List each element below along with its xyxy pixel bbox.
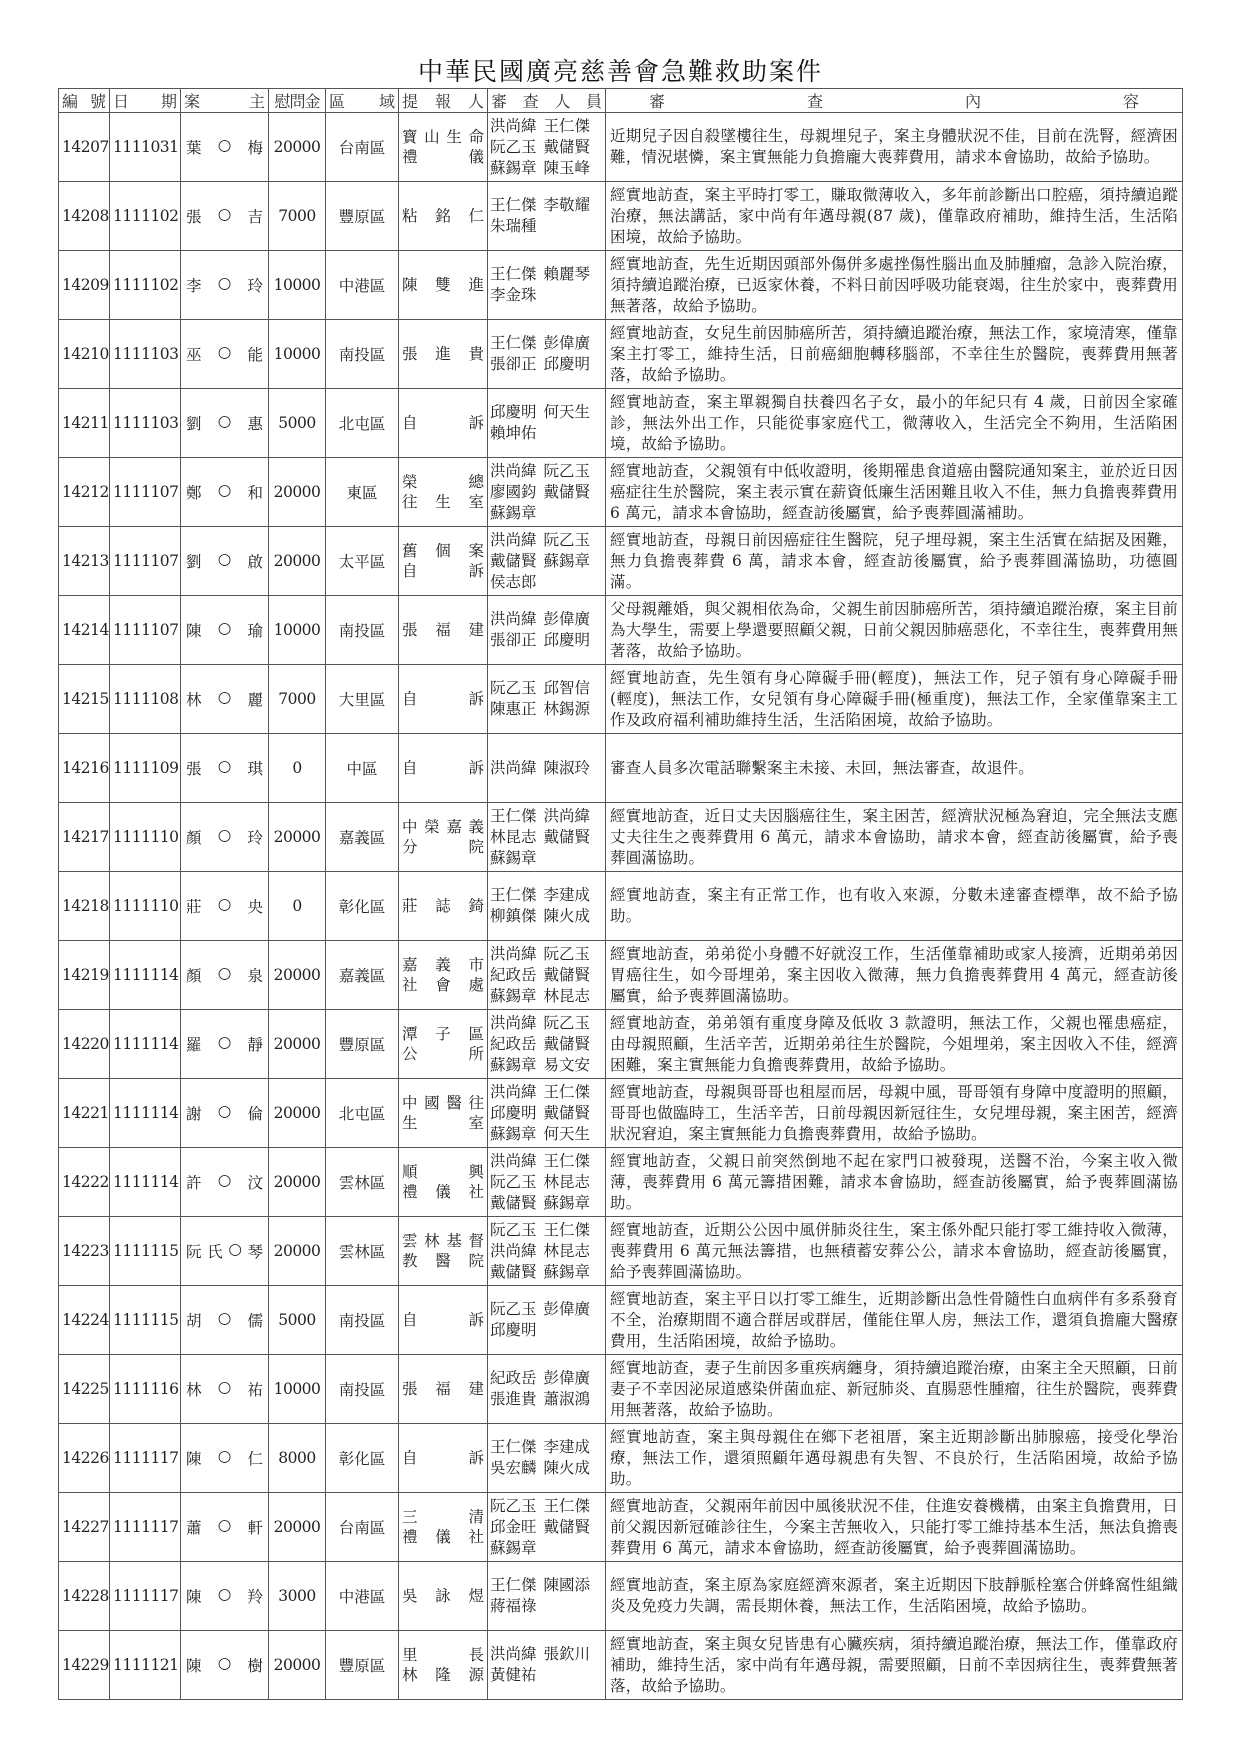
relief-cases-table	[58, 88, 1183, 1700]
reporter: 張 福 建	[399, 596, 488, 665]
table-row	[59, 1079, 1183, 1148]
reviewer-line: 朱瑞種	[490, 217, 537, 235]
table-row	[59, 458, 1183, 527]
relief-amount: 5000	[269, 1286, 326, 1355]
review-content: 經實地訪查，先生領有身心障礙手冊(輕度)，無法工作，兒子領有身心障礙手冊(輕度)，無法工作，女兒領有身心障礙手冊(極重度)，無法工作，全家僅靠案主工作及政府福利補助維持生活，生活陷困境，故給予協助。	[606, 665, 1183, 734]
review-content: 經實地訪查，案主原為家庭經濟來源者，案主近期因下肢靜脈栓塞合併蜂窩性組織炎及免疫力失調，需長期休養，無法工作，生活陷困境，故給予協助。	[606, 1562, 1183, 1631]
reporter: 寶 山 生 命 禮 儀	[399, 113, 488, 182]
table-row	[59, 1631, 1183, 1700]
case-date: 1111108	[110, 665, 181, 734]
header-reporter: 提 報 人	[399, 89, 488, 113]
reviewers	[488, 1562, 606, 1631]
table-row	[59, 1424, 1183, 1493]
case-date: 1111102	[110, 251, 181, 320]
relief-amount: 20000	[269, 1079, 326, 1148]
relief-amount: 10000	[269, 1355, 326, 1424]
case-area: 東區	[326, 458, 399, 527]
header-no: 編 號	[59, 89, 110, 113]
case-date: 1111117	[110, 1424, 181, 1493]
case-number: 14215	[59, 665, 110, 734]
reviewers	[488, 1631, 606, 1700]
case-owner: 巫 ○ 能	[181, 320, 269, 389]
case-area: 台南區	[326, 1493, 399, 1562]
case-owner: 胡 ○ 儒	[181, 1286, 269, 1355]
case-date: 1111110	[110, 803, 181, 872]
relief-amount: 7000	[269, 182, 326, 251]
case-date: 1111103	[110, 320, 181, 389]
case-owner: 顏 ○ 玲	[181, 803, 269, 872]
reviewer-line: 阮乙玉 邱智信	[490, 679, 591, 697]
case-area: 豐原區	[326, 1010, 399, 1079]
reviewers	[488, 320, 606, 389]
review-content: 經實地訪查，案主有正常工作，也有收入來源，分數未達審查標準，故不給予協助。	[606, 872, 1183, 941]
reviewers	[488, 596, 606, 665]
table-row	[59, 596, 1183, 665]
relief-amount: 20000	[269, 458, 326, 527]
reviewer-line: 洪尚緯 阮乙玉	[490, 1013, 591, 1032]
case-date: 1111110	[110, 872, 181, 941]
case-date: 1111117	[110, 1493, 181, 1562]
header-area: 區 域	[326, 89, 399, 113]
review-content: 經實地訪查，案主單親獨自扶養四名子女，最小的年紀只有 4 歲，日前因全家確診，無法外出工作，只能從事家庭代工，微薄收入，生活完全不夠用，生活陷困境，故給予協助。	[606, 389, 1183, 458]
case-date: 1111117	[110, 1562, 181, 1631]
reviewer-line: 洪尚緯 阮乙玉	[490, 944, 591, 963]
reviewer-line: 王仁傑 洪尚緯	[490, 806, 591, 825]
reviewers	[488, 1286, 606, 1355]
relief-amount: 20000	[269, 113, 326, 182]
reviewer-line: 邱慶明 戴儲賢	[490, 1103, 591, 1122]
case-area: 大里區	[326, 665, 399, 734]
reviewer-line: 張進貴 蕭淑鴻	[490, 1390, 591, 1408]
reporter: 自 訴	[399, 389, 488, 458]
table-row	[59, 182, 1183, 251]
relief-amount: 7000	[269, 665, 326, 734]
relief-amount: 20000	[269, 1631, 326, 1700]
reviewer-line: 洪尚緯 林昆志	[490, 1241, 591, 1260]
case-date: 1111114	[110, 1010, 181, 1079]
relief-amount: 10000	[269, 251, 326, 320]
reviewer-line: 李金珠	[490, 286, 537, 304]
reviewer-line: 阮乙玉 王仁傑	[490, 1220, 591, 1239]
reporter: 潭 子 區 公 所	[399, 1010, 488, 1079]
reviewer-line: 張卻正 邱慶明	[490, 631, 591, 649]
case-number: 14213	[59, 527, 110, 596]
review-content: 經實地訪查，弟弟從小身體不好就沒工作，生活僅靠補助或家人接濟，近期弟弟因胃癌往生，如今哥埋弟，案主因收入微薄，無力負擔喪葬費用 4 萬元，經查訪後屬實，給予喪葬圓滿協助。	[606, 941, 1183, 1010]
table-row	[59, 1286, 1183, 1355]
header-amount: 慰問金	[269, 89, 326, 113]
case-area: 豐原區	[326, 182, 399, 251]
header-row	[59, 89, 1183, 113]
case-owner: 阮 氏 ○ 琴	[181, 1217, 269, 1286]
reviewers	[488, 458, 606, 527]
case-area: 嘉義區	[326, 941, 399, 1010]
reviewer-line: 洪尚緯 張欽川	[490, 1645, 591, 1663]
case-area: 北屯區	[326, 1079, 399, 1148]
case-number: 14214	[59, 596, 110, 665]
case-date: 1111103	[110, 389, 181, 458]
case-owner: 林 ○ 祐	[181, 1355, 269, 1424]
table-row	[59, 941, 1183, 1010]
reviewers	[488, 872, 606, 941]
reviewer-line: 洪尚緯 彭偉廣	[490, 610, 591, 628]
reviewer-line: 洪尚緯 王仁傑	[490, 116, 591, 135]
case-number: 14208	[59, 182, 110, 251]
reviewer-line: 戴儲賢 蘇錫章	[490, 551, 591, 570]
review-content: 經實地訪查，先生近期因頭部外傷併多處挫傷性腦出血及肺腫瘤，急診入院治療，須持續追蹤治療，已返家休養，不料日前因呼吸功能衰竭，往生於家中，喪葬費用無著落，故給予協助。	[606, 251, 1183, 320]
case-date: 1111114	[110, 941, 181, 1010]
reviewers	[488, 1424, 606, 1493]
case-owner: 莊 ○ 央	[181, 872, 269, 941]
case-owner: 謝 ○ 倫	[181, 1079, 269, 1148]
case-number: 14217	[59, 803, 110, 872]
case-area: 彰化區	[326, 872, 399, 941]
reviewer-line: 阮乙玉 林昆志	[490, 1172, 591, 1191]
case-number: 14223	[59, 1217, 110, 1286]
reporter: 陳 雙 進	[399, 251, 488, 320]
reviewers	[488, 941, 606, 1010]
reviewer-line: 吳宏麟 陳火成	[490, 1459, 591, 1477]
case-date: 1111107	[110, 458, 181, 527]
case-number: 14218	[59, 872, 110, 941]
table-row	[59, 527, 1183, 596]
case-number: 14210	[59, 320, 110, 389]
case-owner: 陳 ○ 羚	[181, 1562, 269, 1631]
case-area: 南投區	[326, 1355, 399, 1424]
table-row	[59, 872, 1183, 941]
reporter: 中 國 醫 往 生 室	[399, 1079, 488, 1148]
case-number: 14228	[59, 1562, 110, 1631]
reviewer-line: 蘇錫章	[490, 848, 537, 867]
case-area: 嘉義區	[326, 803, 399, 872]
case-date: 1111102	[110, 182, 181, 251]
reviewer-line: 邱金旺 戴儲賢	[490, 1517, 591, 1536]
reporter: 自 訴	[399, 1424, 488, 1493]
review-content: 父母親離婚，與父親相依為命，父親生前因肺癌所苦，須持續追蹤治療，案主目前為大學生，需要上學還要照顧父親，日前父親因肺癌惡化，不幸往生，喪葬費用無著落，故給予協助。	[606, 596, 1183, 665]
case-owner: 張 ○ 吉	[181, 182, 269, 251]
table-row	[59, 1217, 1183, 1286]
table-row	[59, 320, 1183, 389]
reviewer-line: 洪尚緯 阮乙玉	[490, 461, 591, 480]
reviewers	[488, 803, 606, 872]
reviewers	[488, 734, 606, 803]
case-number: 14211	[59, 389, 110, 458]
reviewer-line: 洪尚緯 王仁傑	[490, 1151, 591, 1170]
case-number: 14212	[59, 458, 110, 527]
reviewer-line: 阮乙玉 戴儲賢	[490, 137, 591, 156]
case-area: 中港區	[326, 251, 399, 320]
table-row	[59, 1148, 1183, 1217]
reviewer-line: 紀政岳 戴儲賢	[490, 965, 591, 984]
reviewer-line: 王仁傑 李建成	[490, 886, 591, 904]
reviewer-line: 張卻正 邱慶明	[490, 355, 591, 373]
case-area: 中區	[326, 734, 399, 803]
case-number: 14216	[59, 734, 110, 803]
reviewer-line: 蔣福祿	[490, 1597, 537, 1615]
case-owner: 劉 ○ 啟	[181, 527, 269, 596]
table-row	[59, 1355, 1183, 1424]
reviewer-line: 戴儲賢 蘇錫章	[490, 1193, 591, 1212]
case-number: 14220	[59, 1010, 110, 1079]
case-area: 南投區	[326, 320, 399, 389]
case-date: 1111121	[110, 1631, 181, 1700]
case-number: 14224	[59, 1286, 110, 1355]
table-row	[59, 803, 1183, 872]
reviewer-line: 洪尚緯 王仁傑	[490, 1082, 591, 1101]
header-date: 日 期	[110, 89, 181, 113]
case-area: 太平區	[326, 527, 399, 596]
case-area: 雲林區	[326, 1148, 399, 1217]
case-date: 1111115	[110, 1286, 181, 1355]
reviewers	[488, 1148, 606, 1217]
case-area: 雲林區	[326, 1217, 399, 1286]
case-area: 南投區	[326, 596, 399, 665]
review-content: 經實地訪查，案主與女兒皆患有心臟疾病，須持續追蹤治療，無法工作，僅靠政府補助，維持生活，家中尚有年邁母親，需要照顧，日前不幸因病往生，喪葬費無著落，故給予協助。	[606, 1631, 1183, 1700]
case-owner: 張 ○ 琪	[181, 734, 269, 803]
case-owner: 許 ○ 汶	[181, 1148, 269, 1217]
reviewer-line: 邱慶明	[490, 1321, 537, 1339]
review-content: 經實地訪查，父親兩年前因中風後狀況不佳，住進安養機構，由案主負擔費用，日前父親因新冠確診往生，今案主苦無收入，只能打零工維持基本生活，無法負擔喪葬費用 6 萬元，請求本會協助，經查訪後屬實，給予喪葬圓滿協助。	[606, 1493, 1183, 1562]
review-content: 經實地訪查，案主平日以打零工維生，近期診斷出急性骨隨性白血病伴有多系發育不全，治療期間不適合群居或群居，僅能住單人房，無法工作，還須負擔龐大醫療費用，生活陷困境，故給予協助。	[606, 1286, 1183, 1355]
reviewers	[488, 251, 606, 320]
reviewer-line: 林昆志 戴儲賢	[490, 827, 591, 846]
relief-amount: 20000	[269, 941, 326, 1010]
page-title: 中華民國廣亮慈善會急難救助案件	[417, 57, 823, 86]
review-content: 經實地訪查，近日丈夫因腦癌往生，案主困苦，經濟狀況極為窘迫，完全無法支應丈夫往生之喪葬費用 6 萬元，請求本會協助，請求本會，經查訪後屬實，給予喪葬圓滿協助。	[606, 803, 1183, 872]
case-area: 中港區	[326, 1562, 399, 1631]
review-content: 審查人員多次電話聯繫案主未接、未回，無法審查，故退件。	[606, 734, 1183, 803]
case-date: 1111114	[110, 1079, 181, 1148]
reviewers	[488, 1217, 606, 1286]
reviewer-line: 蘇錫章 易文安	[490, 1055, 591, 1074]
reviewer-line: 柳鎮傑 陳火成	[490, 907, 591, 925]
relief-amount: 20000	[269, 527, 326, 596]
review-content: 經實地訪查，父親日前突然倒地不起在家門口被發現，送醫不治，今案主收入微薄，喪葬費用 6 萬元籌措困難，請求本會協助，經查訪後屬實，給予喪葬圓滿協助。	[606, 1148, 1183, 1217]
relief-amount: 20000	[269, 803, 326, 872]
case-owner: 陳 ○ 瑜	[181, 596, 269, 665]
reporter: 里 長 林 隆 源	[399, 1631, 488, 1700]
reporter: 莊 誌 錡	[399, 872, 488, 941]
case-number: 14225	[59, 1355, 110, 1424]
reviewers	[488, 389, 606, 458]
table-row	[59, 734, 1183, 803]
relief-amount: 0	[269, 872, 326, 941]
reporter: 自 訴	[399, 1286, 488, 1355]
reviewer-line: 王仁傑 李建成	[490, 1438, 591, 1456]
review-content: 經實地訪查，近期公公因中風併肺炎往生，案主係外配只能打零工維持收入微薄，喪葬費用 6 萬元無法籌措，也無積蓄安葬公公，請求本會協助，經查訪後屬實，給予喪葬圓滿協助。	[606, 1217, 1183, 1286]
reviewer-line: 蘇錫章 林昆志	[490, 986, 591, 1005]
reporter: 雲 林 基 督 教 醫 院	[399, 1217, 488, 1286]
case-date: 1111031	[110, 113, 181, 182]
reporter: 自 訴	[399, 734, 488, 803]
reporter: 舊 個 案 自 訴	[399, 527, 488, 596]
case-date: 1111115	[110, 1217, 181, 1286]
reviewer-line: 蘇錫章	[490, 1538, 537, 1557]
relief-amount: 20000	[269, 1493, 326, 1562]
case-owner: 葉 ○ 梅	[181, 113, 269, 182]
table-row	[59, 1562, 1183, 1631]
table-row	[59, 665, 1183, 734]
reviewers	[488, 665, 606, 734]
review-content: 近期兒子因自殺墜樓往生，母親埋兒子，案主身體狀況不佳，目前在洗腎，經濟困難，情況堪憐，案主實無能力負擔龐大喪葬費用，請求本會協助，故給予協助。	[606, 113, 1183, 182]
relief-amount: 3000	[269, 1562, 326, 1631]
table-row	[59, 251, 1183, 320]
reviewer-line: 廖國鈞 戴儲賢	[490, 482, 591, 501]
reviewer-line: 戴儲賢 蘇錫章	[490, 1262, 591, 1281]
reviewer-line: 王仁傑 李敬耀	[490, 196, 591, 214]
reviewer-line: 蘇錫章	[490, 503, 537, 522]
reporter: 順 興 禮 儀 社	[399, 1148, 488, 1217]
header-content: 審 查 內 容	[606, 89, 1183, 113]
relief-amount: 0	[269, 734, 326, 803]
review-content: 經實地訪查，案主與母親住在鄉下老祖厝，案主近期診斷出肺腺癌，接受化學治療，無法工作，還須照顧年邁母親患有失智、不良於行，生活陷困境，故給予協助。	[606, 1424, 1183, 1493]
case-area: 北屯區	[326, 389, 399, 458]
reviewer-line: 紀政岳 戴儲賢	[490, 1034, 591, 1053]
review-content: 經實地訪查，案主平時打零工，賺取微薄收入，多年前診斷出口腔癌，須持續追蹤治療，無法講話，家中尚有年邁母親(87 歲)，僅靠政府補助，維持生活，生活陷困境，故給予協助。	[606, 182, 1183, 251]
relief-amount: 20000	[269, 1148, 326, 1217]
relief-amount: 20000	[269, 1217, 326, 1286]
relief-amount: 20000	[269, 1010, 326, 1079]
case-owner: 李 ○ 玲	[181, 251, 269, 320]
case-area: 豐原區	[326, 1631, 399, 1700]
reviewer-line: 邱慶明 何天生	[490, 403, 591, 421]
reviewers	[488, 527, 606, 596]
reviewer-line: 洪尚緯 阮乙玉	[490, 530, 591, 549]
case-owner: 林 ○ 麗	[181, 665, 269, 734]
reviewers	[488, 1079, 606, 1148]
case-number: 14221	[59, 1079, 110, 1148]
relief-amount: 8000	[269, 1424, 326, 1493]
case-date: 1111107	[110, 596, 181, 665]
review-content: 經實地訪查，母親與哥哥也租屋而居，母親中風，哥哥領有身障中度證明的照顧，哥哥也做臨時工，生活辛苦，日前母親因新冠往生，女兒埋母親，案主困苦，經濟狀況窘迫，案主實無能力負擔喪葬費用，故給予協助。	[606, 1079, 1183, 1148]
relief-amount: 10000	[269, 320, 326, 389]
reviewers	[488, 1355, 606, 1424]
reviewer-line: 紀政岳 彭偉廣	[490, 1369, 591, 1387]
reviewer-line: 黃健祐	[490, 1666, 537, 1684]
reviewers	[488, 182, 606, 251]
case-number: 14226	[59, 1424, 110, 1493]
reviewers	[488, 1010, 606, 1079]
reviewer-line: 蘇錫章 陳玉峰	[490, 158, 591, 177]
case-owner: 羅 ○ 靜	[181, 1010, 269, 1079]
reviewers	[488, 1493, 606, 1562]
reviewer-line: 賴坤佑	[490, 424, 537, 442]
review-content: 經實地訪查，弟弟領有重度身障及低收 3 款證明，無法工作，父親也罹患癌症，由母親照顧，生活辛苦，近期弟弟往生於醫院，今姐埋弟，案主因收入不佳，經濟困難，案主實無能力負擔喪葬費用，故給予協助。	[606, 1010, 1183, 1079]
case-area: 彰化區	[326, 1424, 399, 1493]
reporter: 榮 總 往 生 室	[399, 458, 488, 527]
reviewer-line: 陳惠正 林錫源	[490, 700, 591, 718]
reporter: 自 訴	[399, 665, 488, 734]
case-owner: 蕭 ○ 軒	[181, 1493, 269, 1562]
case-date: 1111109	[110, 734, 181, 803]
case-number: 14207	[59, 113, 110, 182]
table-row	[59, 389, 1183, 458]
reviewer-line: 洪尚緯 陳淑玲	[490, 758, 591, 777]
table-row	[59, 113, 1183, 182]
reviewer-line: 王仁傑 賴麗琴	[490, 265, 591, 283]
case-area: 台南區	[326, 113, 399, 182]
header-reviewers: 審 查 人 員	[488, 89, 606, 113]
case-owner: 顏 ○ 泉	[181, 941, 269, 1010]
relief-amount: 5000	[269, 389, 326, 458]
reporter: 粘 銘 仁	[399, 182, 488, 251]
relief-amount: 10000	[269, 596, 326, 665]
case-owner: 陳 ○ 樹	[181, 1631, 269, 1700]
case-date: 1111116	[110, 1355, 181, 1424]
reporter: 張 福 建	[399, 1355, 488, 1424]
review-content: 經實地訪查，母親日前因癌症往生醫院，兒子埋母親，案主生活實在結据及困難，無力負擔喪葬費 6 萬，請求本會，經查訪後屬實，給予喪葬圓滿協助，功德圓滿。	[606, 527, 1183, 596]
reviewers	[488, 113, 606, 182]
reviewer-line: 王仁傑 彭偉廣	[490, 334, 591, 352]
reviewer-line: 阮乙玉 王仁傑	[490, 1496, 591, 1515]
reporter: 中 榮 嘉 義 分 院	[399, 803, 488, 872]
case-owner: 鄭 ○ 和	[181, 458, 269, 527]
header-owner: 案 主	[181, 89, 269, 113]
case-number: 14229	[59, 1631, 110, 1700]
reporter: 嘉 義 市 社 會 處	[399, 941, 488, 1010]
table-row	[59, 1010, 1183, 1079]
review-content: 經實地訪查，父親領有中低收證明，後期罹患食道癌由醫院通知案主，並於近日因癌症往生於醫院，案主表示實在薪資低廉生活困難且收入不佳，無力負擔喪葬費用 6 萬元，請求本會協助，經查訪後屬實，給予喪葬圓滿補助。	[606, 458, 1183, 527]
case-date: 1111107	[110, 527, 181, 596]
reviewer-line: 侯志郎	[490, 572, 537, 591]
reporter: 三 清 禮 儀 社	[399, 1493, 488, 1562]
reviewer-line: 王仁傑 陳國添	[490, 1576, 591, 1594]
case-owner: 劉 ○ 惠	[181, 389, 269, 458]
review-content: 經實地訪查，女兒生前因肺癌所苦，須持續追蹤治療，無法工作，家境清寒，僅靠案主打零工，維持生活，日前癌細胞轉移腦部，不幸往生於醫院，喪葬費用無著落，故給予協助。	[606, 320, 1183, 389]
reviewer-line: 阮乙玉 彭偉廣	[490, 1300, 591, 1318]
case-number: 14227	[59, 1493, 110, 1562]
review-content: 經實地訪查，妻子生前因多重疾病纏身，須持續追蹤治療，由案主全天照顧，日前妻子不幸因泌尿道感染併菌血症、新冠肺炎、直腸惡性腫瘤，往生於醫院，喪葬費用無著落，故給予協助。	[606, 1355, 1183, 1424]
case-number: 14222	[59, 1148, 110, 1217]
reporter: 張 進 貴	[399, 320, 488, 389]
case-number: 14209	[59, 251, 110, 320]
reviewer-line: 蘇錫章 何天生	[490, 1124, 591, 1143]
case-area: 南投區	[326, 1286, 399, 1355]
case-date: 1111114	[110, 1148, 181, 1217]
case-owner: 陳 ○ 仁	[181, 1424, 269, 1493]
table-row	[59, 1493, 1183, 1562]
reporter: 吳 詠 煜	[399, 1562, 488, 1631]
case-number: 14219	[59, 941, 110, 1010]
